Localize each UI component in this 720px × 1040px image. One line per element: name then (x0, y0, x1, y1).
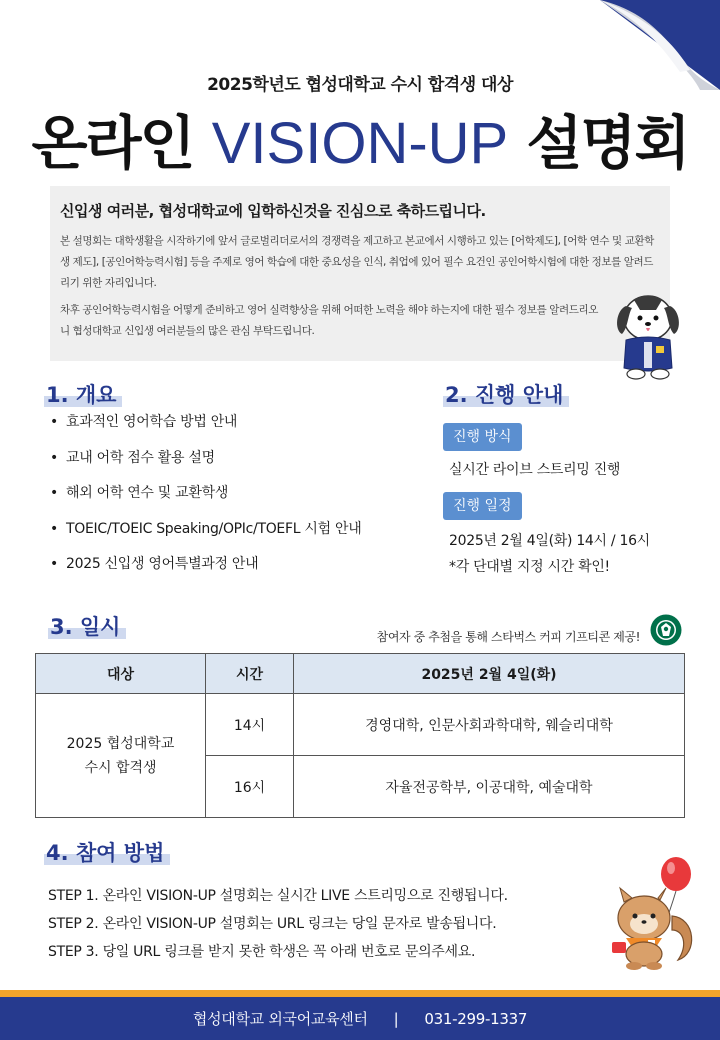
intro-box (50, 186, 670, 361)
list-item: • 효과적인 영어학습 방법 안내 (50, 412, 361, 448)
table-cell-colleges: 경영대학, 인문사회과학대학, 웨슬리대학 (294, 694, 685, 756)
schedule-value: 2025년 2월 4일(화) 14시 / 16시 (449, 533, 650, 549)
list-item: • TOEIC/TOEIC Speaking/OPIc/TOEFL 시험 안내 (50, 519, 361, 555)
intro-paragraph-1: 본 설명회는 대학생활을 시작하기에 앞서 글로벌리더로서의 경쟁력을 제고하고 본교에서 시행하고 있는 [어학제도], [어학 연수 및 교환학생 제도], [공인어학능력시험] 등을 주제로 영어 학습에 대한 중요성을 인식, 취업에 있어 필수 요건인 공인어학시험에 대한 정보를 알려드리기 위한 자리입니다. (60, 235, 654, 289)
method-badge: 진행 방식 (443, 423, 522, 451)
title-seminar: 설명회 (526, 109, 689, 177)
list-item: • 해외 어학 연수 및 교환학생 (50, 483, 361, 519)
step-item: STEP 2. 온라인 VISION-UP 설명회는 URL 링크는 당일 문자로 발송됩니다. (48, 916, 497, 932)
schedule-table (35, 653, 685, 818)
method-value: 실시간 라이브 스트리밍 진행 (449, 462, 621, 478)
dog-mascot-icon (606, 288, 690, 380)
table-header-cell: 대상 (36, 654, 206, 694)
target-line-2: 수시 합격생 (84, 759, 157, 776)
overview-list (50, 412, 361, 590)
schedule-note: *각 단대별 지정 시간 확인! (449, 559, 610, 575)
step-item: STEP 3. 당일 URL 링크를 받지 못한 학생은 꼭 아래 번호로 문의주세요. (48, 944, 476, 960)
title-vision-up: VISION-UP (211, 111, 509, 176)
table-cell-time: 16시 (206, 756, 294, 818)
section-datetime-title: 3. 일시 (48, 614, 126, 640)
title-online: 온라인 (31, 109, 194, 177)
section-overview-title: 1. 개요 (44, 382, 122, 408)
target-line-1: 2025 협성대학교 (66, 735, 175, 752)
footer (0, 997, 720, 1040)
footer-org: 협성대학교 외국어교육센터 (192, 1010, 368, 1028)
page-title (0, 96, 720, 180)
table-cell-target (36, 694, 206, 818)
section-participation-title: 4. 참여 방법 (44, 840, 170, 866)
table-header-row (36, 654, 685, 694)
event-subtitle: 2025학년도 협성대학교 수시 합격생 대상 (207, 75, 513, 95)
footer-separator: | (393, 1009, 399, 1028)
starbucks-logo-icon (650, 614, 682, 646)
steps-list (48, 886, 508, 970)
footer-accent-bar (0, 990, 720, 997)
intro-headline: 신입생 여러분, 협성대학교에 입학하신것을 진심으로 축하드립니다. (60, 202, 486, 220)
table-cell-time: 14시 (206, 694, 294, 756)
table-cell-colleges: 자율전공학부, 이공대학, 예술대학 (294, 756, 685, 818)
list-item: • 교내 어학 점수 활용 설명 (50, 448, 361, 484)
step-item: STEP 1. 온라인 VISION-UP 설명회는 실시간 LIVE 스트리밍으로 진행됩니다. (48, 888, 508, 904)
table-row (36, 694, 685, 756)
raffle-note: 참여자 중 추첨을 통해 스타벅스 커피 기프티콘 제공! (376, 630, 640, 644)
intro-paragraph-2: 차후 공인어학능력시험을 어떻게 준비하고 영어 실력향상을 위해 어떠한 노력을 해야 하는지에 대한 필수 정보를 알려드리오니 협성대학교 신입생 여러분들의 많은 관심 부탁드립니다. (60, 304, 599, 337)
footer-phone[interactable]: 031-299-1337 (424, 1009, 528, 1028)
schedule-badge: 진행 일정 (443, 492, 522, 520)
squirrel-balloon-mascot-icon (604, 856, 700, 974)
list-item: • 2025 신입생 영어특별과정 안내 (50, 554, 361, 590)
section-progress-title: 2. 진행 안내 (443, 382, 569, 408)
table-header-cell: 시간 (206, 654, 294, 694)
table-header-cell: 2025년 2월 4일(화) (294, 654, 685, 694)
